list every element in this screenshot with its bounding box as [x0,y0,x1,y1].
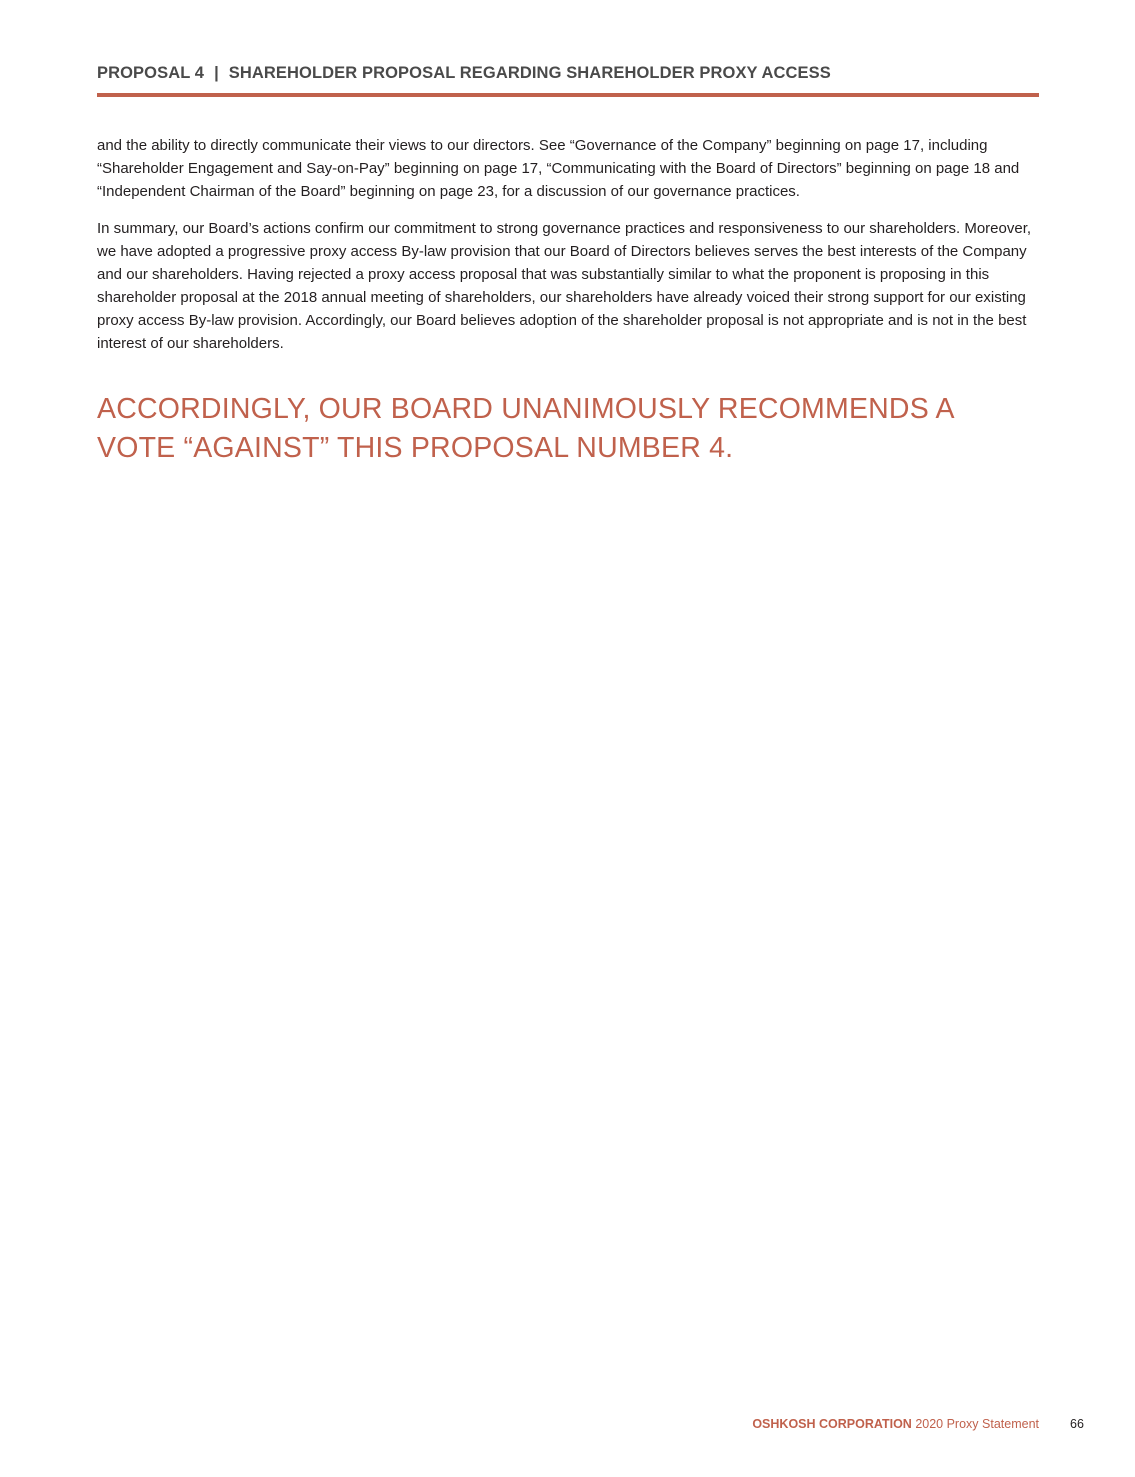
header-rule [97,93,1039,97]
proposal-label: PROPOSAL 4 [97,64,205,82]
board-recommendation: ACCORDINGLY, OUR BOARD UNANIMOUSLY RECOMMENDS A VOTE “AGAINST” THIS PROPOSAL NUMBER 4. [97,393,954,464]
page-footer [752,1417,1039,1431]
page-header [97,64,1039,83]
paragraph-summary: In summary, our Board’s actions confirm our commitment to strong governance practices and responsiveness to our shareholders. Moreover, we have adopted a progressive proxy access By-law provision that our Board of Directors believes serves the best interests of the Company and our shareholders. Having rejected a proxy access proposal that was substantially similar to what the proponent is proposing in this shareholder proposal at the 2018 annual meeting of shareholders, our shareholders have already voiced their strong support for our existing proxy access By-law provision. Accordingly, our Board believes adoption of the shareholder proposal is not appropriate and is not in the best interest of our shareholders. [97,220,1032,352]
footer-company: OSHKOSH CORPORATION [752,1417,912,1431]
body-content [97,134,1037,369]
paragraph-governance: and the ability to directly communicate their views to our directors. See “Governance of the Company” beginning on page 17, including “Shareholder Engagement and Say-on-Pay” beginning on page 17, “Communicating with the Board of Directors” beginning on page 18 and “Independent Chairman of the Board” beginning on page 23, for a discussion of our governance practices. [97,137,1020,200]
header-title: SHAREHOLDER PROPOSAL REGARDING SHAREHOLDER PROXY ACCESS [228,64,831,82]
footer-document: 2020 Proxy Statement [915,1417,1039,1431]
header-separator: | [214,64,219,82]
page-number: 66 [1070,1417,1084,1431]
